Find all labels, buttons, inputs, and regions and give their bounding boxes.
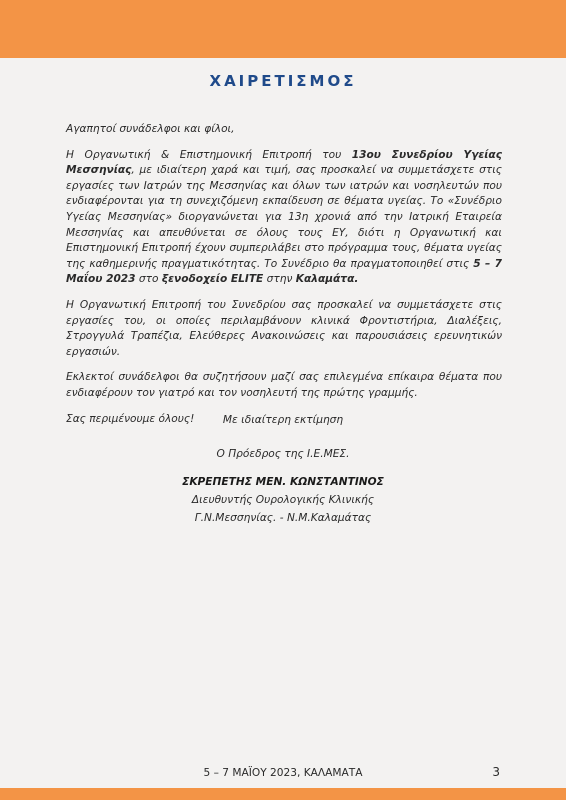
congress-name: 13ου Συνεδρίου Υγείας Μεσσηνίας bbox=[66, 148, 502, 177]
page-title: ΧΑΙΡΕΤΙΣΜΟΣ bbox=[209, 72, 357, 90]
signature-name: ΣΚΡΕΠΕΤΗΣ ΜΕΝ. ΚΩΝΣΤΑΝΤΙΝΟΣ bbox=[182, 476, 384, 488]
bottom-orange-band bbox=[0, 788, 566, 800]
page-number: 3 bbox=[492, 765, 500, 779]
congress-city: Καλαμάτα. bbox=[295, 273, 359, 286]
paragraph-invitation: Η Οργανωτική Επιτροπή του Συνεδρίου σας προσκαλεί να συμμετάσχετε στις εργασίες του, οι οποίες περιλαμβάνουν κλινικά Φροντιστήρια, Διαλέξεις, Στρογγυλά Τραπέζια, Ελεύθερες Ανακοινώσεις και παρουσιάσεις ερευνητικών εργασιών. bbox=[66, 298, 502, 358]
signature-org: Γ.Ν.Μεσσηνίας. - Ν.Μ.Καλαμάτας bbox=[194, 512, 372, 524]
paragraph-topics: Εκλεκτοί συνάδελφοι θα συζητήσουν μαζί σας επιλεγμένα επίκαιρα θέματα που ενδιαφέρουν τον γιατρό και τον νοσηλευτή της πρώτης γραμμής. bbox=[66, 371, 502, 399]
p1-text-e: στο bbox=[135, 273, 162, 286]
signature-role: Ο Πρόεδρος της Ι.Ε.ΜΕΣ. bbox=[216, 448, 350, 460]
p1-text-c: , με ιδιαίτερη χαρά και τιμή, σας προσκαλεί να συμμετάσχετε στις εργασίες των Ιατρών της Μεσσηνίας και όλων των ιατρών και νοσηλευτών που ενδιαφέρονται για τη συνεχιζόμενη εκπαίδευση σε θέματα υγείας. Το «Συνέδριο Υγείας Μεσσηνίας» διοργανώνεται για 13η χρονιά από την Ιατρική Εταιρεία Μεσσηνίας και απευθύνεται σε όλους τους ΕΥ, διότι η Οργανωτική και Επιστημονική Επιτροπή έχουν συμπεριλάβει στο πρόγραμμα τους, θέματα υγείας της καθημερινής πραγματικότητας. Το Συνέδριο θα πραγματοποιηθεί στις bbox=[66, 164, 502, 270]
p1-text-a: Η Οργανωτική & Επιστημονική Επιτροπή του bbox=[66, 148, 352, 161]
letter-body bbox=[66, 122, 502, 437]
p1-text-g: στην bbox=[263, 273, 296, 286]
greeting: Αγαπητοί συνάδελφοι και φίλοι, bbox=[66, 123, 235, 135]
top-orange-band bbox=[0, 0, 566, 58]
signature-title: Διευθυντής Ουρολογικής Κλινικής bbox=[191, 494, 375, 506]
congress-dates: 5 – 7 Μαΐου 2023 bbox=[66, 257, 502, 286]
closing-line: Σας περιμένουμε όλους! bbox=[66, 412, 195, 425]
paragraph-intro bbox=[66, 148, 502, 288]
regards-line: Με ιδιαίτερη εκτίμηση bbox=[222, 414, 344, 426]
footer-event: 5 – 7 ΜΑΪΟΥ 2023, ΚΑΛΑΜΑΤΑ bbox=[203, 767, 363, 779]
congress-venue: ξενοδοχείο ELITE bbox=[161, 273, 264, 286]
